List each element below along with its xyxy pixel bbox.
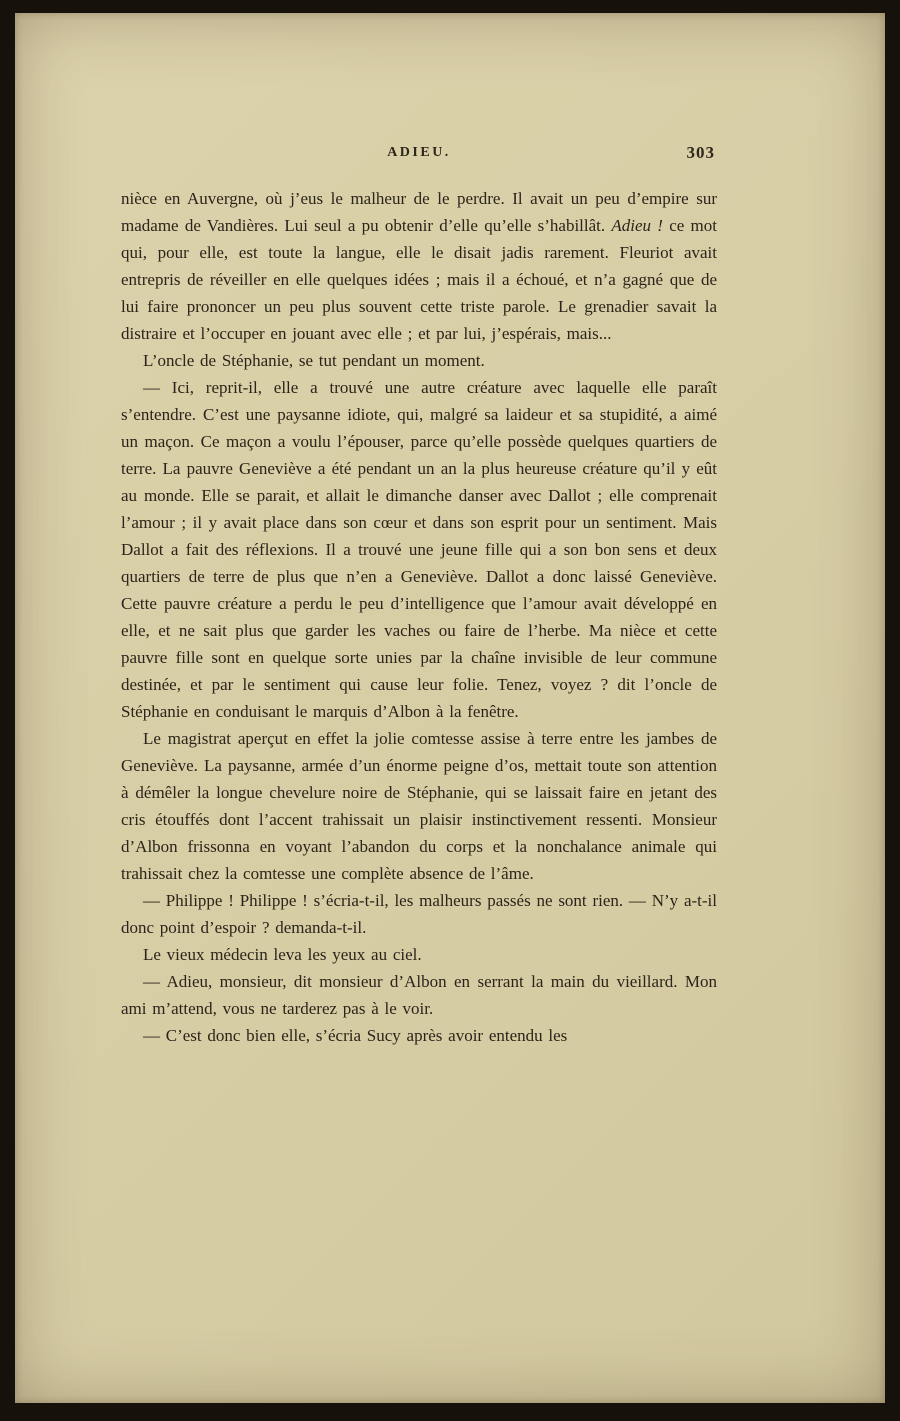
- text-segment: Le magistrat aperçut en effet la jolie comtesse assise à terre entre les jambes de Geneviève. La paysanne, armée d’un énorme peigne d’os, mettait toute son attention à démêler la longue chevelure noire de Stéphanie, qui se laissait faire en jetant des cris étouffés dont l’accent trahissait un plaisir instinctivement ressenti. Monsieur d’Albon frissonna en voyant l’abandon du corps et la nonchalance animale qui trahissait chez la comtesse une complète absence de l’âme.: [121, 729, 717, 883]
- paragraph: [121, 374, 717, 725]
- book-page: [15, 13, 885, 1403]
- paragraph: [121, 941, 717, 968]
- page-number: 303: [686, 143, 715, 162]
- running-title: ADIEU.: [387, 145, 451, 160]
- paragraph: [121, 887, 717, 941]
- paragraph: [121, 725, 717, 887]
- paragraph: [121, 347, 717, 374]
- text-segment: — Philippe ! Philippe ! s’écria-t-il, les malheurs passés ne sont rien. — N’y a-t-il donc point d’espoir ? demanda-t-il.: [121, 891, 717, 937]
- text-segment: Le vieux médecin leva les yeux au ciel.: [143, 945, 422, 964]
- text-segment: L’oncle de Stéphanie, se tut pendant un moment.: [143, 351, 485, 370]
- body-text: [121, 185, 717, 1049]
- paragraph: [121, 185, 717, 347]
- italic-text: Adieu !: [611, 216, 663, 235]
- paragraph: [121, 968, 717, 1022]
- text-segment: nièce en Auvergne, où j’eus le malheur de le perdre. Il avait un peu d’empire sur madame de Vandières. Lui seul a pu obtenir d’elle qu’elle s’habillât.: [121, 189, 717, 235]
- text-segment: — Adieu, monsieur, dit monsieur d’Albon en serrant la main du vieillard. Mon ami m’attend, vous ne tarderez pas à le voir.: [121, 972, 717, 1018]
- running-head: [121, 141, 717, 171]
- text-segment: — C’est donc bien elle, s’écria Sucy après avoir entendu les: [143, 1026, 568, 1045]
- content-column: [121, 141, 717, 1049]
- text-segment: — Ici, reprit-il, elle a trouvé une autre créature avec laquelle elle paraît s’entendre. C’est une paysanne idiote, qui, malgré sa laideur et sa stupidité, a aimé un maçon. Ce maçon a voulu l’épouser, parce qu’elle possède quelques quartiers de terre. La pauvre Geneviève a été pendant un an la plus heureuse créature qu’il y eût au monde. Elle se parait, et allait le dimanche danser avec Dallot ; elle comprenait l’amour ; il y avait place dans son cœur et dans son esprit pour un sentiment. Mais Dallot a fait des réflexions. Il a trouvé une jeune fille qui a son bon sens et deux quartiers de terre de plus que n’en a Geneviève. Dallot a donc laissé Geneviève. Cette pauvre créature a perdu le peu d’intelligence que l’amour avait développé en elle, et ne sait plus que garder les vaches ou faire de l’herbe. Ma nièce et cette pauvre fille sont en quelque sorte unies par la chaîne invisible de leur commune destinée, et par le sentiment qui cause leur folie. Tenez, voyez ? dit l’oncle de Stéphanie en conduisant le marquis d’Albon à la fenêtre.: [121, 378, 717, 721]
- paragraph: [121, 1022, 717, 1049]
- text-segment: ce mot qui, pour elle, est toute la langue, elle le disait jadis rarement. Fleuriot avait entrepris de réveiller en elle quelques idées ; mais il a échoué, et n’a gagné que de lui faire prononcer un peu plus souvent cette triste parole. Le grenadier savait la distraire et l’occuper en jouant avec elle ; et par lui, j’espérais, mais...: [121, 216, 717, 343]
